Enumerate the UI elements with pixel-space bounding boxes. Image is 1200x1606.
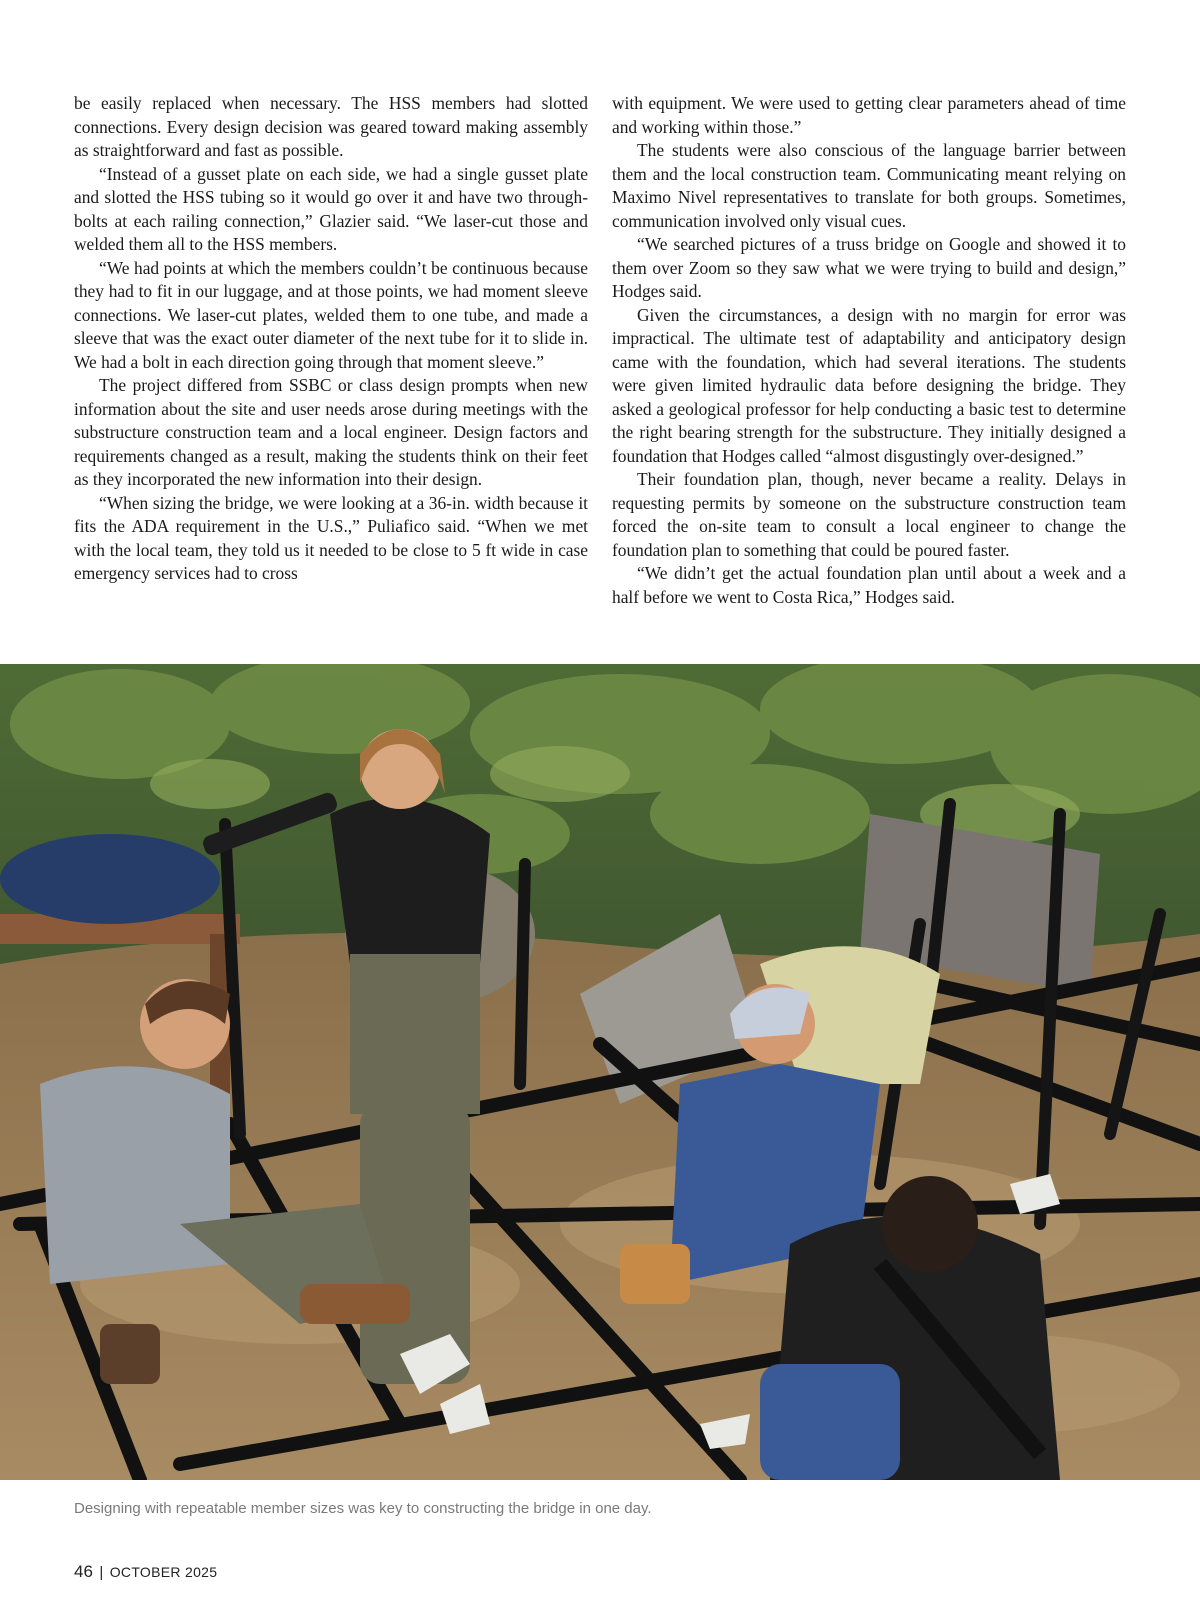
paragraph: be easily replaced when necessary. The HSS members had slotted connections. Every design decision was geared toward making assembly as straightforward and fast as possible. [74,93,588,160]
paragraph: The students were also conscious of the language barrier between them and the local construction team. Communicating meant relying on Maximo Nivel representatives to translate for both groups. Sometimes, communication involved only visual cues. [612,140,1126,231]
bridge-assembly-illustration [0,664,1200,1480]
footer-separator: | [99,1564,104,1581]
paragraph: “We had points at which the members couldn’t be continuous because they had to fit in our luggage, and at those points, we had moment sleeve connections. We laser-cut plates, welded them to one tube, and made a sleeve that was the exact outer diameter of the next tube for it to slide in. We had a bolt in each direction going through that moment sleeve.” [74,257,588,372]
page-number: 46 [74,1562,93,1581]
paragraph: “When sizing the bridge, we were looking at a 36-in. width because it fits the ADA requirement in the U.S.,” Puliafico said. “When we met with the local team, they told us it needed to be close to 5 ft wide in case emergency services had to cross [74,492,588,583]
paragraph: Given the circumstances, a design with no margin for error was impractical. The ultimate test of adaptability and anticipatory design came with the foundation, which had several iterations. The students were given limited hydraulic data before designing the bridge. They asked a geological professor for help conducting a basic test to determine the right bearing strength for the substructure. They initially designed a foundation that Hodges called “almost disgustingly over-designed.” [612,304,1126,466]
paragraph: “We didn’t get the actual foundation plan until about a week and a half before we went to Costa Rica,” Hodges said. [612,563,1126,607]
photo-caption: Designing with repeatable member sizes was key to constructing the bridge in one day. [74,1500,652,1517]
page-footer [74,1562,217,1582]
article-photo [0,664,1200,1480]
paragraph: Their foundation plan, though, never became a reality. Delays in requesting permits by someone on the substructure construction team forced the on-site team to consult a local engineer to change the foundation plan to something that could be poured faster. [612,469,1126,560]
article-column-right [612,92,1126,609]
article-column-left [74,92,588,586]
paragraph: “Instead of a gusset plate on each side, we had a single gusset plate and slotted the HSS tubing so it would go over it and have two through-bolts at each railing connection,” Glazier said. “We laser-cut those and welded them all to the HSS members. [74,163,588,254]
paragraph: The project differed from SSBC or class design prompts when new information about the site and user needs arose during meetings with the substructure construction team and a local engineer. Design factors and requirements changed as a result, making the students think on their feet as they incorporated the new information into their design. [74,375,588,489]
paragraph: with equipment. We were used to getting clear parameters ahead of time and working within those.” [612,93,1126,137]
paragraph: “We searched pictures of a truss bridge on Google and showed it to them over Zoom so they saw what we were trying to build and design,” Hodges said. [612,234,1126,301]
issue-date: OCTOBER 2025 [109,1564,218,1580]
